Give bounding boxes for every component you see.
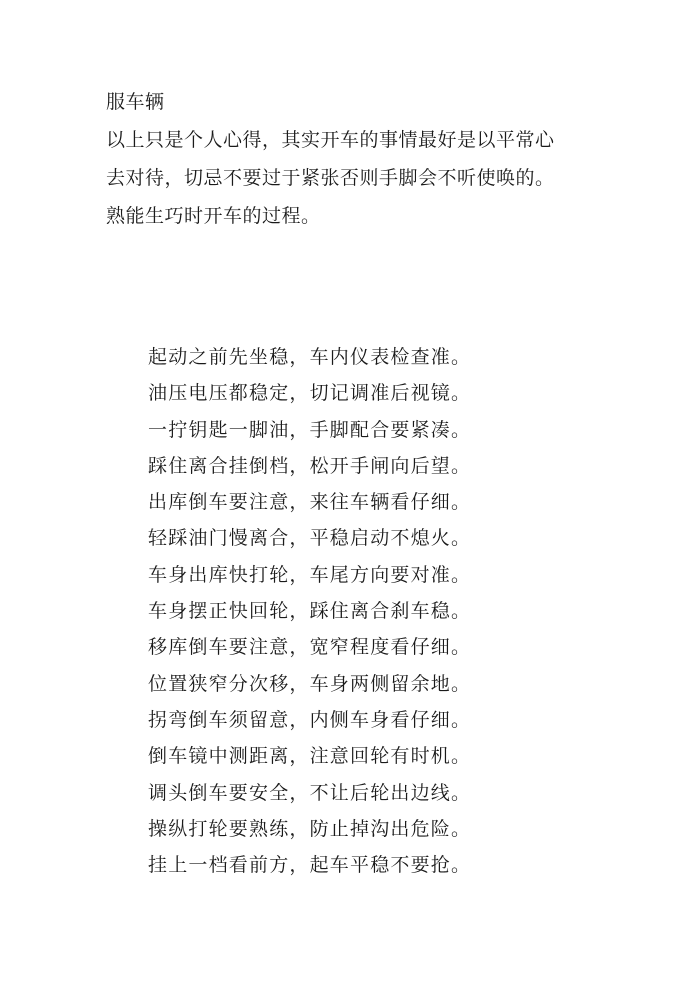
verse-line: 油压电压都稳定，切记调准后视镜。: [148, 382, 472, 405]
verse-line: 踩住离合挂倒档，松开手闸向后望。: [148, 454, 472, 477]
verse-line: 出库倒车要注意，来往车辆看仔细。: [148, 491, 472, 514]
verse-line: 操纵打轮要熟练，防止掉沟出危险。: [148, 817, 472, 840]
verse-line: 调头倒车要安全，不让后轮出边线。: [148, 781, 472, 804]
intro-line-3: 去对待，切忌不要过于紧张否则手脚会不听使唤的。: [106, 167, 555, 189]
verse-line: 倒车镜中测距离，注意回轮有时机。: [148, 745, 472, 768]
verse-line: 轻踩油门慢离合，平稳启动不熄火。: [148, 527, 472, 550]
intro-line-4: 熟能生巧时开车的过程。: [106, 205, 321, 227]
verse-line: 挂上一档看前方，起车平稳不要抢。: [148, 854, 472, 877]
verse-line: 起动之前先坐稳，车内仪表检查准。: [148, 346, 472, 368]
verse-line: 车身出库快打轮，车尾方向要对准。: [148, 563, 472, 586]
intro-line-2: 以上只是个人心得，其实开车的事情最好是以平常心: [106, 129, 555, 151]
verse-line: 位置狭窄分次移，车身两侧留余地。: [148, 672, 472, 695]
verse-line: 移库倒车要注意，宽窄程度看仔细。: [148, 636, 472, 659]
verse-line: 车身摆正快回轮，踩住离合刹车稳。: [148, 600, 472, 623]
intro-line-1: 服车辆: [106, 91, 165, 113]
driving-verse: [148, 343, 608, 887]
verse-line: 拐弯倒车须留意，内侧车身看仔细。: [148, 708, 472, 731]
intro-paragraph: [106, 88, 666, 240]
verse-line: 一拧钥匙一脚油，手脚配合要紧凑。: [148, 418, 472, 441]
